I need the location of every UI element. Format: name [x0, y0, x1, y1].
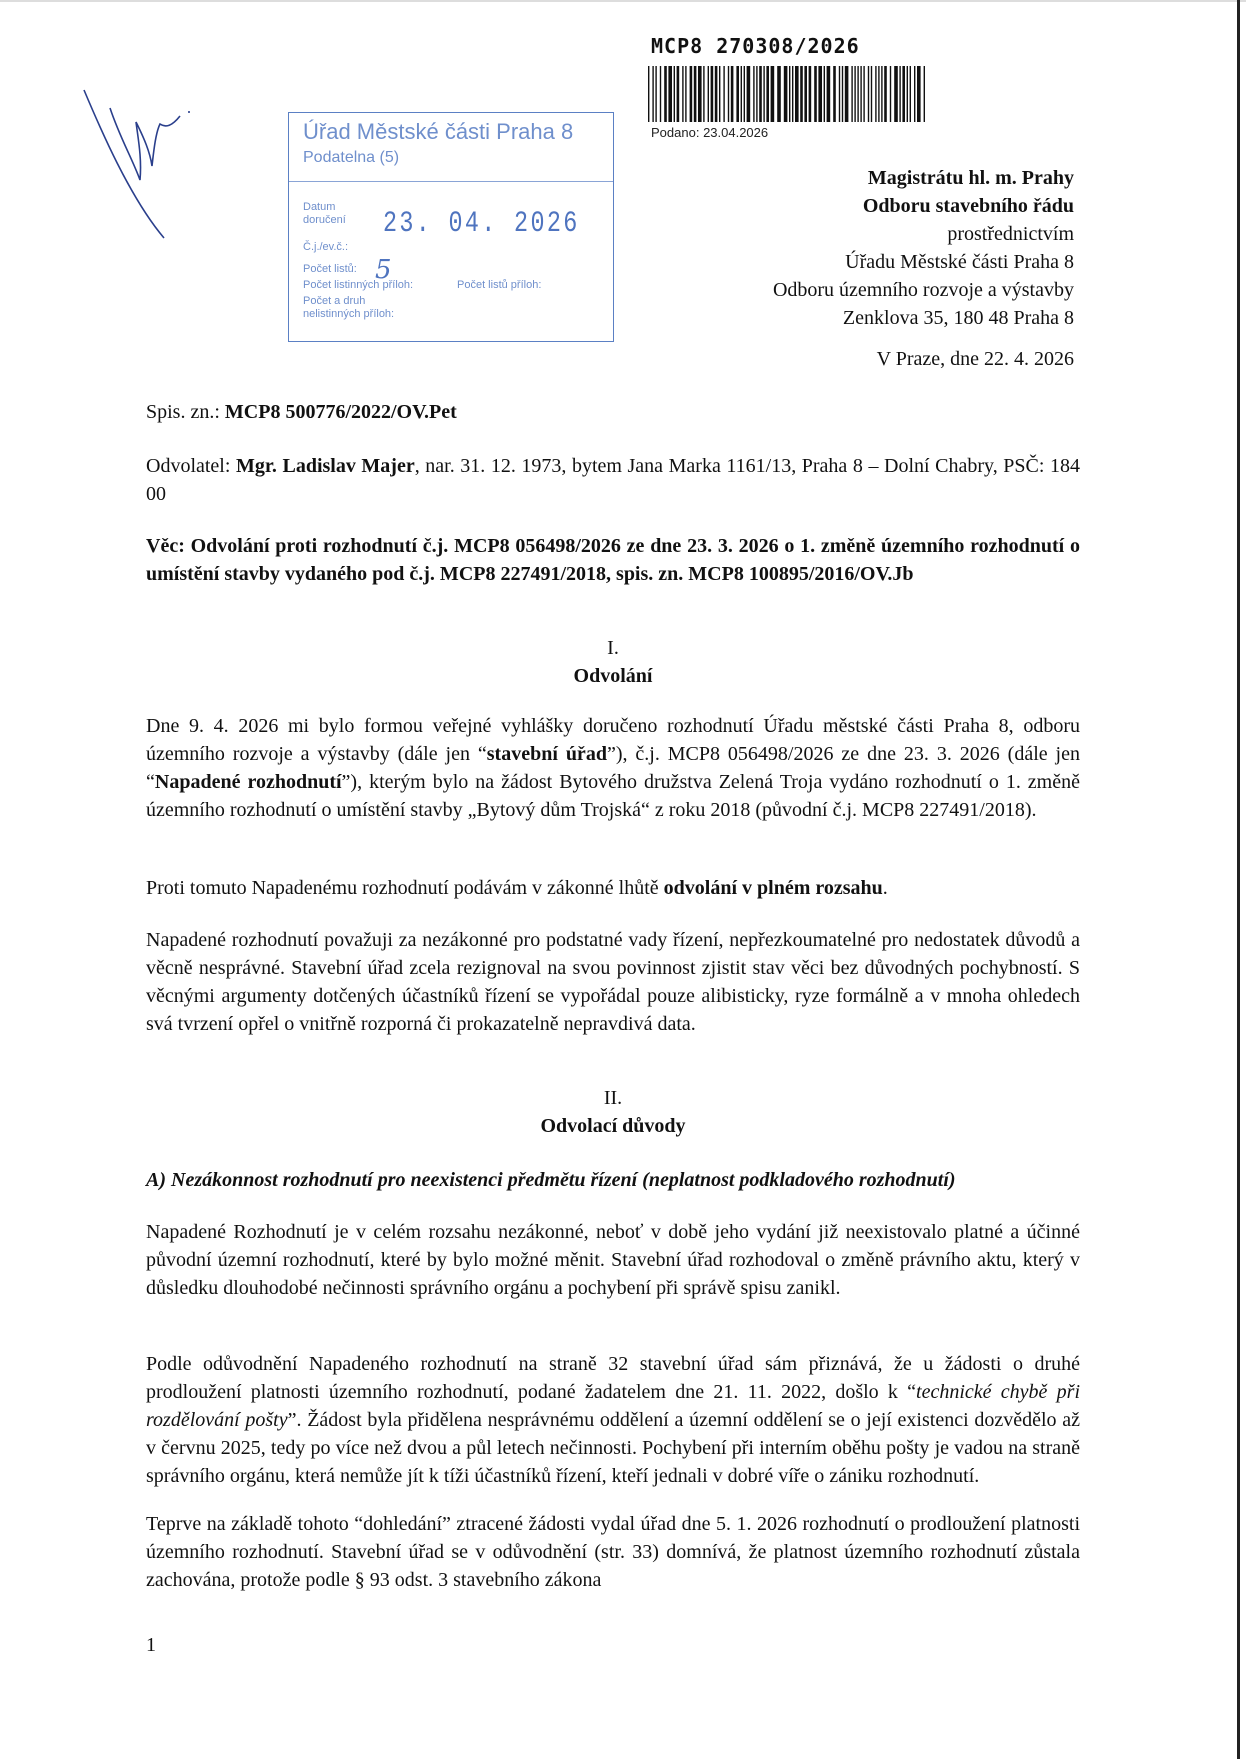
stamp-desk: Podatelna (5): [303, 149, 400, 166]
stamp-divider: [289, 181, 613, 182]
barcode-submitted: [651, 125, 768, 140]
addressee-line-4: Úřadu Městské části Praha 8: [845, 251, 1074, 273]
stamp-ref-label: Č.j./ev.č.:: [303, 241, 349, 253]
addressee-line-3: prostřednictvím: [947, 223, 1074, 245]
section-1-paragraph-2: [146, 874, 1080, 902]
section-1-paragraph-1: [146, 712, 1080, 824]
stamp-received-date: 23. 04. 2026: [383, 207, 580, 241]
s1p2-bold: odvolání v plném rozsahu: [663, 877, 883, 899]
s2p2-text-a: Podle odůvodnění Napadeného rozhodnutí na straně 32 stavební úřad sám přiznává, že u žádosti o druhé prodloužení platnosti územního rozhodnutí, podané žadatelem dne 21. 11. 2022, došlo k “: [146, 1353, 1080, 1403]
registry-stamp: [288, 112, 614, 342]
s1p1-text-a: Dne 9. 4. 2026 mi bylo formou veřejné vyhlášky doručeno rozhodnutí Úřadu městské části Praha 8, odboru územního rozvoje a výstavby (dále jen “: [146, 715, 1080, 765]
page-number: 1: [146, 1634, 156, 1656]
section-2-paragraph-1: Napadené Rozhodnutí je v celém rozsahu nezákonné, neboť v době jeho vydání již neexistovalo platné a účinné původní územní rozhodnutí, které by bylo možné měnit. Stavební úřad rozhodoval o změně právního aktu, který v důsledku dlouhodobé nečinnosti správního orgánu a pochybení při správě spisu zanikl.: [146, 1221, 1080, 1299]
stamp-received-label-1: Datum: [303, 201, 336, 213]
barcode-id: MCP8 270308/2026: [651, 34, 860, 58]
s2p2-text-b: ”. Žádost byla přidělena nesprávnému oddělení a územní oddělení se o její existenci dozvědělo až v červnu 2025, tedy po více než dvou a půl letech nečinnosti. Pochybení při interním oběhu pošty je vadou na straně správního orgánu, která nemůže jít k tíži účastníků řízení, kteří jednali v dobré víře o zániku rozhodnutí.: [146, 1409, 1080, 1487]
s1p1-bold-a: stavební úřad: [486, 743, 607, 765]
addressee-line-6: Zenklova 35, 180 48 Praha 8: [842, 307, 1074, 329]
file-ref-value: MCP8 500776/2022/OV.Pet: [224, 401, 457, 423]
stamp-attach-sheets-label: Počet listů příloh:: [457, 279, 542, 291]
barcode-submitted-label: Podano:: [651, 125, 700, 140]
stamp-office: Úřad Městské části Praha 8: [303, 119, 574, 144]
barcode-image: [648, 66, 928, 122]
section-2-heading-a: A) Nezákonnost rozhodnutí pro neexistenci předmětu řízení (neplatnost podkladového rozhodnutí): [146, 1169, 956, 1191]
s1p2-text-b: .: [882, 877, 888, 899]
barcode-submitted-date: 23.04.2026: [703, 125, 769, 140]
subject: Věc: Odvolání proti rozhodnutí č.j. MCP8 056498/2026 ze dne 23. 3. 2026 o 1. změně územního rozhodnutí o umístění stavby vydaného pod č.j. MCP8 227491/2018, spis. zn. MCP8 100895/2016/OV.Jb: [146, 535, 1080, 585]
s1p2-text-a: Proti tomuto Napadenému rozhodnutí podávám v zákonné lhůtě: [146, 877, 664, 899]
addressee-line-5: Odboru územního rozvoje a výstavby: [772, 279, 1074, 301]
addressee-line-1: Magistrátu hl. m. Prahy: [867, 167, 1074, 189]
stamp-nondoc-label-2: nelistinných příloh:: [303, 308, 395, 320]
stamp-received-label: [303, 201, 346, 227]
section-1-title: Odvolání: [573, 665, 653, 687]
section-2-title: Odvolací důvody: [540, 1115, 686, 1137]
scan-right-edge: [1237, 0, 1240, 1759]
appellant-details: , nar. 31. 12. 1973, bytem Jana Marka 1161/13, Praha 8 – Dolní Chabry, PSČ: 184 00: [146, 455, 1080, 505]
stamp-doc-attach-label: Počet listinných příloh:: [303, 279, 414, 291]
file-ref-label: Spis. zn.:: [146, 401, 225, 423]
addressee-line-2: Odboru stavebního řádu: [862, 195, 1074, 217]
appellant-name: Mgr. Ladislav Majer: [236, 455, 415, 477]
file-reference: [146, 398, 1080, 426]
appellant-label: Odvolatel:: [146, 455, 236, 477]
scan-top-edge: [0, 0, 1246, 2]
date-place: V Praze, dne 22. 4. 2026: [876, 348, 1074, 370]
s1p1-bold-b: Napadené rozhodnutí: [154, 771, 342, 793]
addressee-block: [773, 164, 1074, 332]
appellant: [146, 452, 1080, 508]
s1p1-text-b: ”), č.j. MCP8 056498/2026 ze dne 23. 3. 2026 (dále jen “: [146, 743, 1080, 793]
stamp-nondoc-label-1: Počet a druh: [303, 295, 366, 307]
stamp-sheets-label: Počet listů:: [303, 263, 357, 275]
section-2-paragraph-2: [146, 1350, 1080, 1490]
stamp-sheets-value: 5: [375, 255, 392, 285]
s1p1-text-c: ”), kterým bylo na žádost Bytového družstva Zelená Troja vydáno rozhodnutí o 1. změně územního rozhodnutí o umístění stavby „Bytový dům Trojská“ z roku 2018 (původní č.j. MCP8 227491/2018).: [146, 771, 1080, 821]
s2p2-italic: technické chybě při rozdělování pošty: [146, 1381, 1081, 1431]
section-2-paragraph-3: Teprve na základě tohoto “dohledání” ztracené žádosti vydal úřad dne 5. 1. 2026 rozhodnutí o prodloužení platnosti územního rozhodnutí. Stavební úřad se v odůvodnění (str. 33) domnívá, že platnost územního rozhodnutí zůstala zachována, protože podle § 93 odst. 3 stavebního zákona: [146, 1513, 1080, 1591]
handwritten-signature: [80, 88, 200, 248]
section-2-number: II.: [603, 1087, 623, 1109]
stamp-nondoc-label: [303, 295, 394, 321]
section-1-paragraph-3: Napadené rozhodnutí považuji za nezákonné pro podstatné vady řízení, nepřezkoumatelné pro nedostatek důvodů a věcně nesprávné. Stavební úřad zcela rezignoval na svou povinnost zjistit stav věci bez důvodných pochybností. S věcnými argumenty dotčených účastníků řízení se vypořádal pouze alibisticky, ryze formálně a v mnoha ohledech svá tvrzení opřel o vnitřně rozporná či prokazatelně nepravdivá data.: [146, 929, 1080, 1035]
section-1-number: I.: [607, 637, 619, 659]
stamp-received-label-2: doručení: [303, 214, 346, 226]
